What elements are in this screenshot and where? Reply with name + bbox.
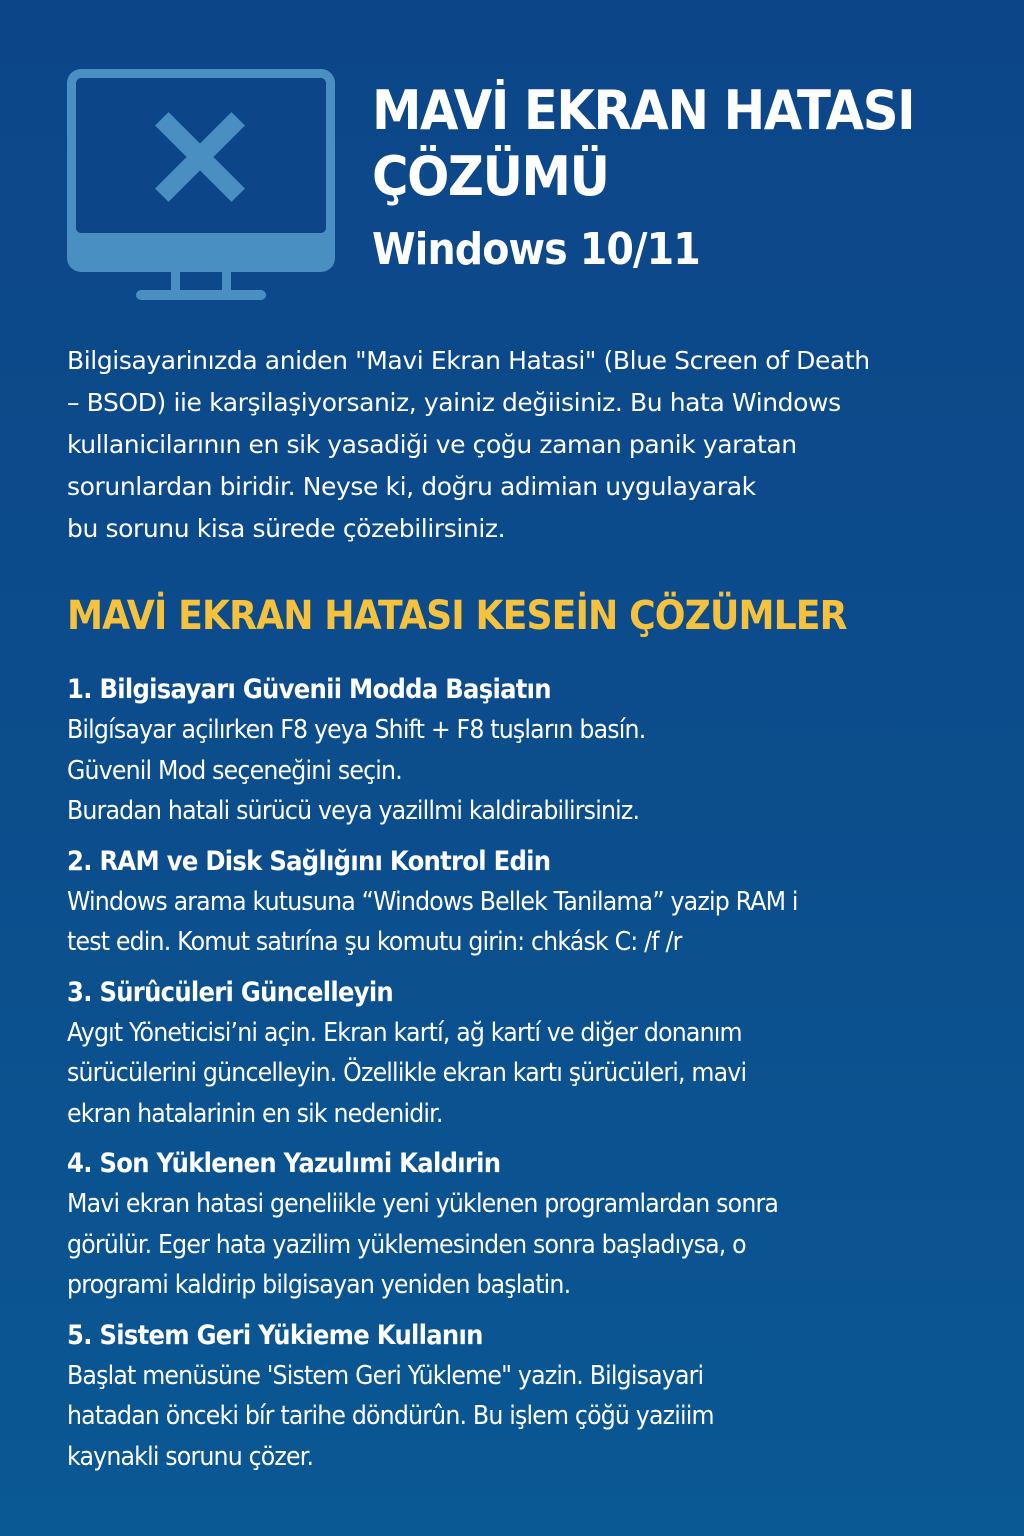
intro-line: – BSOD) iie karşilaşiyorsaniz, yainiz değiisiniz. Bu hata Windows	[67, 388, 841, 417]
intro-line: sorunlardan biridir. Neyse ki, doğru adimian uygulayarak	[67, 472, 756, 501]
monitor-error-icon	[66, 68, 336, 302]
step-text: ekran hatalarinin en sik nedenidir.	[67, 1098, 443, 1129]
step-2	[67, 842, 997, 963]
step-text: görülür. Eger hata yazilim yüklemesinden sonra başladıysa, o	[67, 1229, 746, 1260]
step-3	[67, 973, 997, 1135]
step-text: Mavi ekran hatasi geneliikle yeni yüklenen programlardan sonra	[67, 1189, 779, 1219]
step-5	[67, 1316, 997, 1478]
step-text: Bilgísayar açilırken F8 yeya Shift + F8 tuşların basín.	[67, 715, 646, 745]
step-text: kaynakli sorunu çözer.	[67, 1441, 314, 1472]
step-title: 5. Sistem Geri Yükieme Kullanın	[67, 1319, 483, 1351]
title-block	[372, 78, 961, 280]
step-title: 3. Sürûcüleri Güncelleyin	[67, 976, 394, 1008]
intro-paragraph	[67, 340, 997, 550]
step-text: Aygıt Yöneticisi’ni açin. Ekran kartí, ağ kartí ve diğer donanım	[67, 1017, 742, 1048]
page-subtitle: Windows 10/11	[372, 224, 700, 275]
step-title: 2. RAM ve Disk Sağlığını Kontrol Edin	[67, 845, 551, 877]
step-title: 4. Son Yüklenen Yazulımi Kaldırin	[67, 1148, 501, 1179]
header	[0, 0, 1024, 320]
intro-line: Bilgisayarinızda aniden "Mavi Ekran Hatasi" (Blue Screen of Death	[67, 346, 870, 375]
page-title-line-1: MAVİ EKRAN HATASI	[372, 79, 915, 142]
step-text: Buradan hatali sürücü veya yazillmi kaldirabilirsiniz.	[67, 796, 640, 826]
step-text: test edin. Komut satırína şu komutu girin: chkásk C: /f /r	[67, 927, 682, 957]
section-heading: MAVİ EKRAN HATASI KESEİN ÇÖZÜMLER	[67, 593, 847, 639]
step-text: Güvenil Mod seçeneğini seçin.	[67, 755, 402, 786]
step-4	[67, 1144, 997, 1306]
step-text: hatadan önceki bír tarihe döndürûn. Bu işlem çöğü yaziiim	[67, 1401, 714, 1431]
intro-line: bu sorunu kisa sürede çözebilirsiniz.	[67, 514, 506, 543]
step-text: programi kaldirip bilgisayan yeniden başlatin.	[67, 1270, 571, 1300]
intro-line: kullanicilarının en sik yasadiği ve çoğu zaman panik yaratan	[67, 430, 797, 459]
step-title: 1. Bilgisayarı Güvenii Modda Başiatın	[67, 674, 551, 705]
step-text: Başlat menüsüne 'Sistem Geri Yükleme" yazin. Bilgisayari	[67, 1360, 704, 1391]
page-title-line-2: ÇÖZÜMÜ	[372, 145, 609, 208]
step-1	[67, 670, 997, 832]
step-text: sürücülerini güncelleyin. Özellikle ekran kartı şürücüleri, mavi	[67, 1058, 747, 1088]
steps-list	[67, 670, 997, 1487]
step-text: Windows arama kutusuna “Windows Bellek Tanilama” yazip RAM i	[67, 886, 798, 917]
